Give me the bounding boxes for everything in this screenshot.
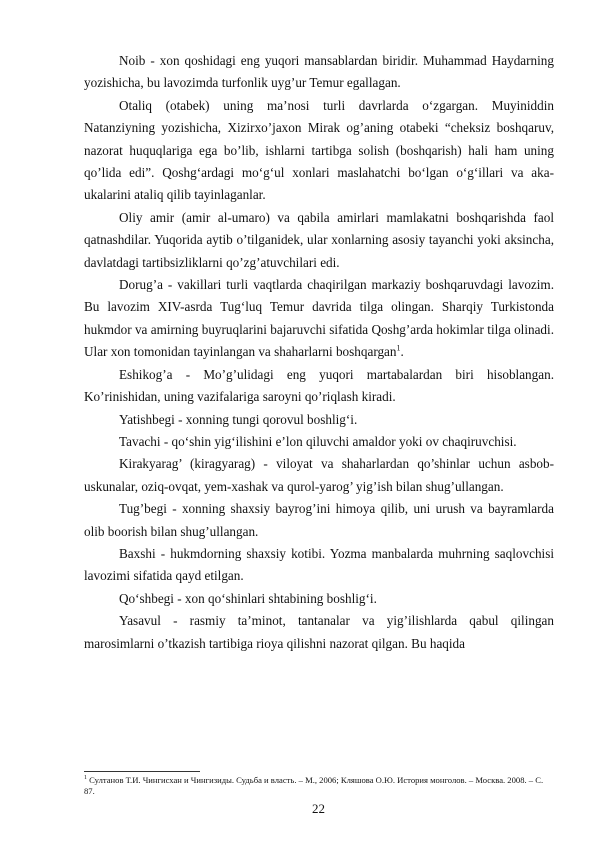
- footnote: [84, 775, 554, 797]
- footnote-divider: [84, 771, 200, 772]
- footnote-text: Султанов Т.И. Чингисхан и Чингизиды. Судьба и власть. – М., 2006; Кляшова О.Ю. История монголов. – Москва. 2008. – С. 87.: [84, 775, 544, 796]
- paragraph-baxshi: Baxshi - hukmdorning shaxsiy kotibi. Yozma manbalarda muhrning saqlovchisi lavozimi sifatida qayd etilgan.: [84, 545, 554, 584]
- footnote-reference[interactable]: 1: [396, 343, 401, 353]
- paragraph-doruga: Dorug’a - vakillari turli vaqtlarda chaqirilgan markaziy boshqaruvdagi lavozim. Bu lavozim XIV-asrda Tug‘luq Temur davrida tilga olingan. Sharqiy Turkistonda hukmdor va amirning buyruqlarini bajaruvchi sifatida Qoshg’arda hokimlar tilga olinadi. Ular xon tomonidan tayinlangan va shaharlarni boshqargan$^1$.: [84, 277, 554, 360]
- body-text: [84, 50, 554, 655]
- paragraph-doruga-text: Dorug’a - vakillari turli vaqtlarda chaqirilgan markaziy boshqaruvdagi lavozim. Bu lavozim XIV-asrda Tug‘luq Temur davrida tilga olingan. Sharqiy Turkistonda hukmdor va amirning buyruqlarini bajaruvchi sifatida Qoshg’arda hokimlar tilga olinadi. Ular xon tomonidan tayinlangan va shaharlarni boshqargan: [84, 277, 554, 360]
- paragraph-noib: Noib - xon qoshidagi eng yuqori mansablardan biridir. Muhammad Haydarning yozishicha, bu lavozimda turfonlik uyg’ur Temur egallagan.: [84, 53, 554, 91]
- paragraph-eshikoga: Eshikog’a - Mo’g’ulidagi eng yuqori martabalardan biri hisoblangan. Ko’rinishidan, uning vazifalariga saroyni qo’riqlash kiradi.: [84, 366, 554, 405]
- page-number: 22: [312, 801, 325, 816]
- footnote-number: 1: [84, 775, 87, 782]
- paragraph-yatishbegi: Yatishbegi - xonning tungi qorovul boshlig‘i.: [119, 411, 358, 427]
- paragraph-oliy-amir: Oliy amir (amir al-umaro) va qabila amirlari mamlakatni boshqarishda faol qatnashdilar. Yuqorida aytib o’tilganidek, ular xonlarning asosiy tayanchi yoki aksincha, davlatdagi tartibsizliklarni qo’zg’atuvchilari edi.: [84, 209, 554, 270]
- paragraph-tugbegi: Tug’begi - xonning shaxsiy bayrog’ini himoya qilib, uni urush va bayramlarda olib boorish bilan shug’ullangan.: [84, 501, 554, 539]
- paragraph-qoshbegi: Qo‘shbegi - xon qo‘shinlari shtabining boshlig‘i.: [119, 590, 377, 606]
- paragraph-tavachi: Tavachi - qo‘shin yig‘ilishini e’lon qiluvchi amaldor yoki ov chaqiruvchisi.: [119, 433, 517, 449]
- paragraph-kirakyarag: Kirakyarag’ (kiragyarag) - viloyat va shaharlardan qo’shinlar uchun asbob-uskunalar, oziq-ovqat, yem-xashak va qurol-yarog’ yig’ish bilan shug’ullangan.: [84, 456, 554, 494]
- paragraph-yasavul: Yasavul - rasmiy ta’minot, tantanalar va yig’ilishlarda qabul qilingan marosimlarni o’tkazish tartibiga rioya qilishni nazorat qilgan. Bu haqida: [84, 613, 554, 651]
- paragraph-otaliq: Otaliq (otabek) uning ma’nosi turli davrlarda o‘zgargan. Muyiniddin Natanziyning yozishicha, Xizirxo’jaxon Mirak og’aning otabeki “cheksiz boshqaruv, nazorat huquqlariga ega bo’lib, ishlarni tartibga solish (boshqarish) hali ham uning qo’lida edi”. Qoshg‘ardagi mo‘g‘ul xonlari maslahatchi bo‘lgan o‘g‘illari va aka-ukalarini ataliq qilib tayinlaganlar.: [84, 97, 554, 203]
